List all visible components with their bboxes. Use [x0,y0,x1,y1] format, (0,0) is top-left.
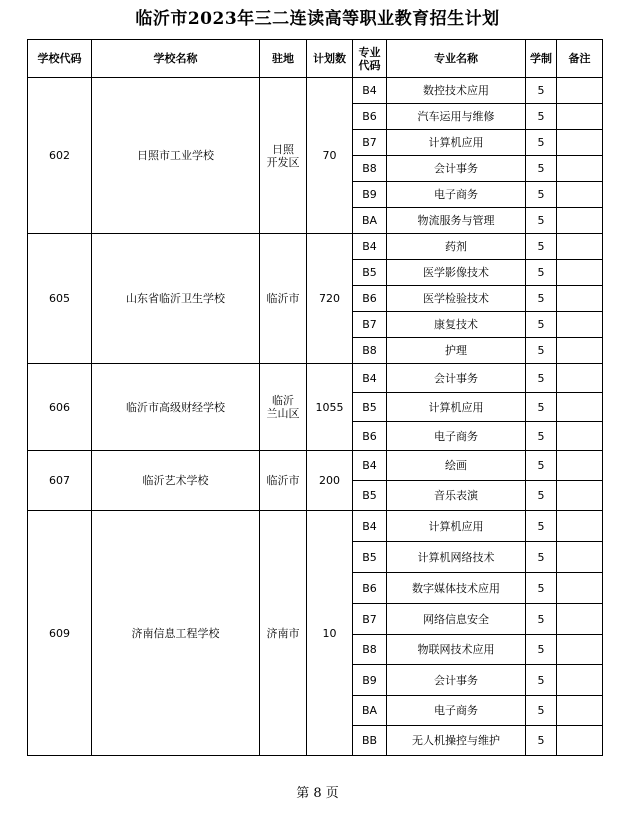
major-name-cell: 计算机应用 [387,511,526,542]
note-cell [557,665,603,696]
note-cell [557,573,603,604]
years-cell: 5 [526,422,557,451]
major-code-cell: B4 [353,234,387,260]
major-name-cell: 康复技术 [387,312,526,338]
major-code-cell: B6 [353,104,387,130]
major-code-cell: B7 [353,130,387,156]
school-code-cell: 609 [28,511,92,756]
table-row [28,451,603,481]
major-code-cell: B9 [353,182,387,208]
school-name-cell: 临沂市高级财经学校 [92,364,260,451]
note-cell [557,604,603,635]
header-row [28,40,603,78]
school-name-cell: 山东省临沂卫生学校 [92,234,260,364]
note-cell [557,182,603,208]
major-code-cell: B8 [353,338,387,364]
note-cell [557,338,603,364]
years-cell: 5 [526,338,557,364]
major-code-cell: B6 [353,573,387,604]
major-code-cell: B5 [353,393,387,422]
years-cell: 5 [526,604,557,635]
major-name-cell: 物流服务与管理 [387,208,526,234]
major-code-cell: B4 [353,511,387,542]
major-name-cell: 网络信息安全 [387,604,526,635]
location-cell: 临沂 兰山区 [260,364,307,451]
major-name-cell: 医学检验技术 [387,286,526,312]
years-cell: 5 [526,665,557,696]
header-plan: 计划数 [307,40,353,78]
note-cell [557,130,603,156]
note-cell [557,451,603,481]
note-cell [557,726,603,756]
years-cell: 5 [526,286,557,312]
major-name-cell: 药剂 [387,234,526,260]
major-name-cell: 会计事务 [387,364,526,393]
page-title: 临沂市2023年三二连读高等职业教育招生计划 [135,9,500,29]
years-cell: 5 [526,393,557,422]
school-name-cell: 临沂艺术学校 [92,451,260,511]
years-cell: 5 [526,234,557,260]
major-name-cell: 会计事务 [387,156,526,182]
major-code-cell: B4 [353,78,387,104]
years-cell: 5 [526,542,557,573]
school-name-cell: 济南信息工程学校 [92,511,260,756]
plan-count-cell: 1055 [307,364,353,451]
page-number: 第 8 页 [296,786,339,801]
note-cell [557,312,603,338]
major-code-cell: B5 [353,481,387,511]
note-cell [557,635,603,665]
header-school-name: 学校名称 [92,40,260,78]
school-code-cell: 605 [28,234,92,364]
major-code-cell: B6 [353,286,387,312]
major-name-cell: 绘画 [387,451,526,481]
years-cell: 5 [526,78,557,104]
years-cell: 5 [526,104,557,130]
major-code-cell: BA [353,208,387,234]
note-cell [557,481,603,511]
note-cell [557,511,603,542]
header-major-name: 专业名称 [387,40,526,78]
note-cell [557,104,603,130]
school-name-cell: 日照市工业学校 [92,78,260,234]
major-code-cell: B7 [353,312,387,338]
major-code-cell: B8 [353,635,387,665]
major-code-cell: BB [353,726,387,756]
school-code-cell: 602 [28,78,92,234]
plan-count-cell: 70 [307,78,353,234]
note-cell [557,542,603,573]
header-note: 备注 [557,40,603,78]
major-code-cell: BA [353,696,387,726]
years-cell: 5 [526,481,557,511]
plan-count-cell: 200 [307,451,353,511]
location-cell: 临沂市 [260,451,307,511]
years-cell: 5 [526,182,557,208]
table-row [28,364,603,393]
major-code-cell: B5 [353,542,387,573]
years-cell: 5 [526,156,557,182]
note-cell [557,393,603,422]
major-name-cell: 计算机网络技术 [387,542,526,573]
years-cell: 5 [526,208,557,234]
major-name-cell: 会计事务 [387,665,526,696]
major-code-cell: B8 [353,156,387,182]
enrollment-plan-table [27,39,603,756]
major-name-cell: 计算机应用 [387,130,526,156]
location-cell: 日照 开发区 [260,78,307,234]
major-name-cell: 汽车运用与维修 [387,104,526,130]
major-name-cell: 数控技术应用 [387,78,526,104]
major-code-cell: B4 [353,451,387,481]
major-name-cell: 电子商务 [387,182,526,208]
years-cell: 5 [526,696,557,726]
years-cell: 5 [526,511,557,542]
major-name-cell: 电子商务 [387,422,526,451]
years-cell: 5 [526,364,557,393]
plan-count-cell: 720 [307,234,353,364]
note-cell [557,260,603,286]
note-cell [557,156,603,182]
major-name-cell: 无人机操控与维护 [387,726,526,756]
major-code-cell: B5 [353,260,387,286]
note-cell [557,422,603,451]
location-cell: 临沂市 [260,234,307,364]
header-major-code: 专业 代码 [353,40,387,78]
note-cell [557,364,603,393]
years-cell: 5 [526,260,557,286]
table-row [28,511,603,542]
plan-count-cell: 10 [307,511,353,756]
major-name-cell: 数字媒体技术应用 [387,573,526,604]
header-years: 学制 [526,40,557,78]
years-cell: 5 [526,635,557,665]
major-code-cell: B9 [353,665,387,696]
location-cell: 济南市 [260,511,307,756]
note-cell [557,78,603,104]
major-name-cell: 护理 [387,338,526,364]
table-row [28,78,603,104]
note-cell [557,234,603,260]
major-name-cell: 电子商务 [387,696,526,726]
years-cell: 5 [526,312,557,338]
major-code-cell: B6 [353,422,387,451]
major-code-cell: B7 [353,604,387,635]
years-cell: 5 [526,451,557,481]
header-location: 驻地 [260,40,307,78]
major-name-cell: 物联网技术应用 [387,635,526,665]
major-name-cell: 计算机应用 [387,393,526,422]
years-cell: 5 [526,130,557,156]
years-cell: 5 [526,726,557,756]
note-cell [557,696,603,726]
note-cell [557,286,603,312]
school-code-cell: 607 [28,451,92,511]
major-name-cell: 医学影像技术 [387,260,526,286]
school-code-cell: 606 [28,364,92,451]
table-row [28,234,603,260]
note-cell [557,208,603,234]
years-cell: 5 [526,573,557,604]
major-code-cell: B4 [353,364,387,393]
major-name-cell: 音乐表演 [387,481,526,511]
header-school-code: 学校代码 [28,40,92,78]
